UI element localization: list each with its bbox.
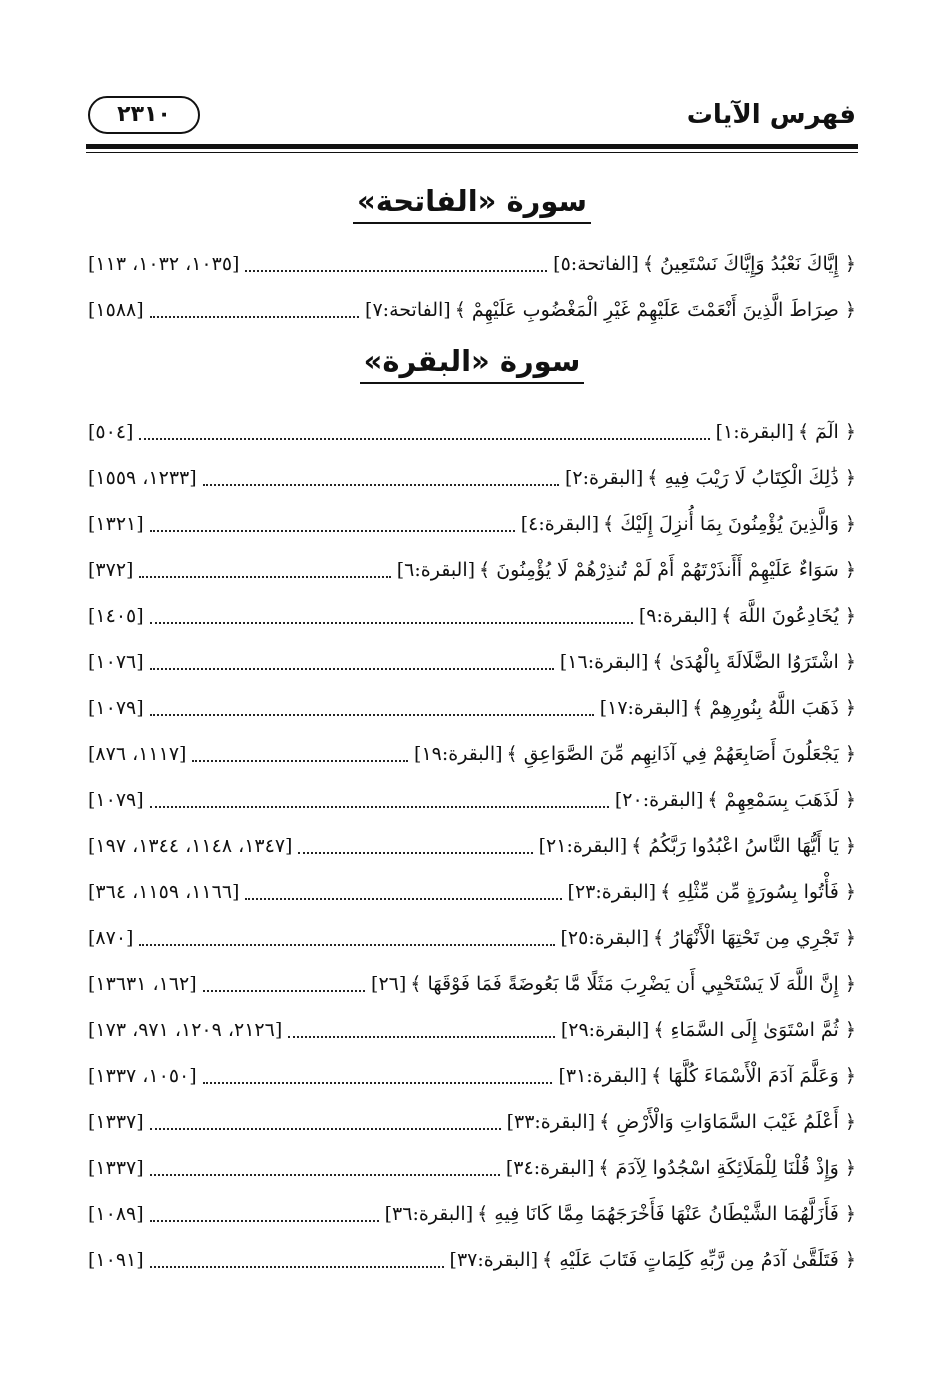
verse-text: ﴿ لَذَهَبَ بِسَمْعِهِمْ ﴾ <box>707 789 856 811</box>
page-references: [١٢٣٣، ١٥٥٩] <box>88 467 197 489</box>
page-references: [٨٧٠] <box>88 927 134 949</box>
verse-reference: [الفاتحة:٧] <box>365 299 451 321</box>
index-entry <box>88 412 856 452</box>
verse-text: ﴿ وَإِذْ قُلْنَا لِلْمَلَائِكَةِ اسْجُدُوا لِآدَمَ ﴾ <box>598 1157 856 1179</box>
header-title: فهرس الآيات <box>686 100 856 130</box>
verse-reference: [البقرة:٢١] <box>538 835 628 857</box>
verse-text: ﴿ ذَٰلِكَ الْكِتَابُ لَا رَيْبَ فِيهِ ﴾ <box>647 467 856 489</box>
leader-dots <box>203 1081 553 1084</box>
index-entry <box>88 596 856 636</box>
page-references: [١٣٣٧] <box>88 1157 144 1179</box>
verse-reference: [البقرة:٦] <box>396 559 476 581</box>
surah-heading-fatiha <box>0 184 944 224</box>
leader-dots <box>150 621 633 624</box>
verse-text: ﴿ وَالَّذِينَ يُؤْمِنُونَ بِمَا أُنزِلَ إِلَيْكَ ﴾ <box>603 513 856 535</box>
index-entry <box>88 918 856 958</box>
page-references: [١٠٩١] <box>88 1249 144 1271</box>
verse-text: ﴿ فَتَلَقَّىٰ آدَمُ مِن رَّبِّهِ كَلِمَاتٍ فَتَابَ عَلَيْهِ ﴾ <box>542 1249 856 1271</box>
verse-reference: [البقرة:٢٠] <box>614 789 704 811</box>
verse-text: ﴿ اشْتَرَوُا الضَّلَالَةَ بِالْهُدَىٰ ﴾ <box>652 651 856 673</box>
verse-reference: [البقرة:٢٥] <box>560 927 650 949</box>
page-references: [١١٦٦، ١١٥٩، ٣٦٤] <box>88 881 240 903</box>
page-number-badge: ٢٣١٠ <box>88 96 200 134</box>
index-entry <box>88 780 856 820</box>
verse-reference: [البقرة:٣٣] <box>506 1111 596 1133</box>
leader-dots <box>298 851 532 854</box>
verse-text: ﴿ ذَهَبَ اللَّهُ بِنُورِهِمْ ﴾ <box>692 697 856 719</box>
verse-text: ﴿ فَأَزَلَّهُمَا الشَّيْطَانُ عَنْهَا فَأَخْرَجَهُمَا مِمَّا كَانَا فِيهِ ﴾ <box>477 1203 856 1225</box>
leader-dots <box>245 897 561 900</box>
verse-reference: [٢٦] <box>371 973 407 995</box>
verse-reference: [البقرة:٢٩] <box>560 1019 650 1041</box>
verse-reference: [البقرة:٤] <box>520 513 600 535</box>
page-references: [١٦٢، ١٣٦٣١] <box>88 973 197 995</box>
leader-dots <box>150 529 515 532</box>
verse-text: ﴿ تَجْرِي مِن تَحْتِهَا الْأَنْهَارُ ﴾ <box>653 927 856 949</box>
index-entry <box>88 1194 856 1234</box>
page-references: [١٥٨٨] <box>88 299 144 321</box>
page-references: [١٣٣٧] <box>88 1111 144 1133</box>
index-entry <box>88 550 856 590</box>
verse-text: ﴿ إِنَّ اللَّهَ لَا يَسْتَحْيِي أَن يَضْرِبَ مَثَلًا مَّا بَعُوضَةً فَمَا فَوْقَهَا ﴾ <box>410 973 856 995</box>
verse-reference: [البقرة:٢] <box>564 467 644 489</box>
index-entry <box>88 734 856 774</box>
index-entry <box>88 458 856 498</box>
leader-dots <box>203 989 365 992</box>
page-references: [١٠٨٩] <box>88 1203 144 1225</box>
leader-dots <box>150 805 609 808</box>
index-entry <box>88 1056 856 1096</box>
index-entry <box>88 1148 856 1188</box>
verse-text: ﴿ يَجْعَلُونَ أَصَابِعَهُمْ فِي آذَانِهِم مِّنَ الصَّوَاعِقِ ﴾ <box>506 743 856 765</box>
index-entry <box>88 1010 856 1050</box>
leader-dots <box>139 943 554 946</box>
leader-dots <box>150 1173 500 1176</box>
page-references: [١٠٣٥، ١٠٣٢، ١١٣] <box>88 253 240 275</box>
page-references: [١٠٧٩] <box>88 789 144 811</box>
verse-text: ﴿ يَا أَيُّهَا النَّاسُ اعْبُدُوا رَبَّكُمُ ﴾ <box>631 835 856 857</box>
leader-dots <box>150 1265 444 1268</box>
surah-title: سورة «الفاتحة» <box>353 184 591 224</box>
index-entry <box>88 964 856 1004</box>
verse-reference: [البقرة:٣٦] <box>384 1203 474 1225</box>
verse-text: ﴿ ثُمَّ اسْتَوَىٰ إِلَى السَّمَاءِ ﴾ <box>653 1019 856 1041</box>
verse-reference: [البقرة:٣٤] <box>505 1157 595 1179</box>
verse-text: ﴿ يُخَادِعُونَ اللَّهَ ﴾ <box>721 605 856 627</box>
verse-text: ﴿ وَعَلَّمَ آدَمَ الْأَسْمَاءَ كُلَّهَا ﴾ <box>650 1065 856 1087</box>
leader-dots <box>150 713 594 716</box>
header-rule-thick <box>86 144 858 149</box>
leader-dots <box>150 315 359 318</box>
verse-text: ﴿ سَوَاءٌ عَلَيْهِمْ أَأَنذَرْتَهُمْ أَمْ لَمْ تُنذِرْهُمْ لَا يُؤْمِنُونَ ﴾ <box>479 559 856 581</box>
verse-reference: [البقرة:٣٧] <box>449 1249 539 1271</box>
verse-text: ﴿ الٓمٓ ﴾ <box>797 421 856 443</box>
page-references: [٣٧٢] <box>88 559 134 581</box>
page-references: [١٣٢١] <box>88 513 144 535</box>
verse-text: ﴿ صِرَاطَ الَّذِينَ أَنْعَمْتَ عَلَيْهِمْ غَيْرِ الْمَغْضُوبِ عَلَيْهِمْ ﴾ <box>454 299 856 321</box>
verse-reference: [البقرة:١] <box>715 421 794 443</box>
leader-dots <box>150 1219 379 1222</box>
header-rule-thin <box>86 152 858 153</box>
page-references: [١٠٧٦] <box>88 651 144 673</box>
leader-dots <box>139 575 390 578</box>
page-references: [١٤٠٥] <box>88 605 144 627</box>
leader-dots <box>192 759 408 762</box>
verse-reference: [البقرة:١٧] <box>599 697 689 719</box>
page-references: [١١١٧، ٨٧٦] <box>88 743 187 765</box>
index-entry <box>88 1240 856 1280</box>
leader-dots <box>139 437 709 440</box>
verse-text: ﴿ فَأْتُوا بِسُورَةٍ مِّن مِّثْلِهِ ﴾ <box>660 881 856 903</box>
index-entry <box>88 244 856 284</box>
running-header <box>88 96 856 144</box>
index-entry <box>88 688 856 728</box>
index-entry <box>88 872 856 912</box>
verse-reference: [البقرة:٩] <box>638 605 718 627</box>
verse-reference: [البقرة:١٦] <box>559 651 649 673</box>
verse-text: ﴿ أَعْلَمُ غَيْبَ السَّمَاوَاتِ وَالْأَرْضِ ﴾ <box>599 1111 856 1133</box>
verse-text: ﴿ إِيَّاكَ نَعْبُدُ وَإِيَّاكَ نَسْتَعِينُ ﴾ <box>642 253 856 275</box>
leader-dots <box>203 483 559 486</box>
leader-dots <box>150 1127 501 1130</box>
page-references: [١٠٧٩] <box>88 697 144 719</box>
surah-heading-baqarah <box>0 344 944 384</box>
leader-dots <box>288 1035 555 1038</box>
surah-title: سورة «البقرة» <box>360 344 585 384</box>
page-references: [١٣٤٧، ١١٤٨، ١٣٤٤، ١٩٧] <box>88 835 293 857</box>
leader-dots <box>245 269 547 272</box>
index-entry <box>88 1102 856 1142</box>
page-references: [٢١٢٦، ١٢٠٩، ٩٧١، ١٧٣] <box>88 1019 283 1041</box>
index-entry <box>88 290 856 330</box>
index-entry <box>88 826 856 866</box>
leader-dots <box>150 667 554 670</box>
page-references: [١٠٥٠، ١٣٣٧] <box>88 1065 197 1087</box>
verse-reference: [البقرة:٢٣] <box>567 881 657 903</box>
verse-reference: [البقرة:٣١] <box>558 1065 647 1087</box>
verse-reference: [البقرة:١٩] <box>414 743 503 765</box>
index-entry <box>88 642 856 682</box>
page-references: [٥٠٤] <box>88 421 134 443</box>
index-entry <box>88 504 856 544</box>
verse-reference: [الفاتحة:٥] <box>553 253 639 275</box>
